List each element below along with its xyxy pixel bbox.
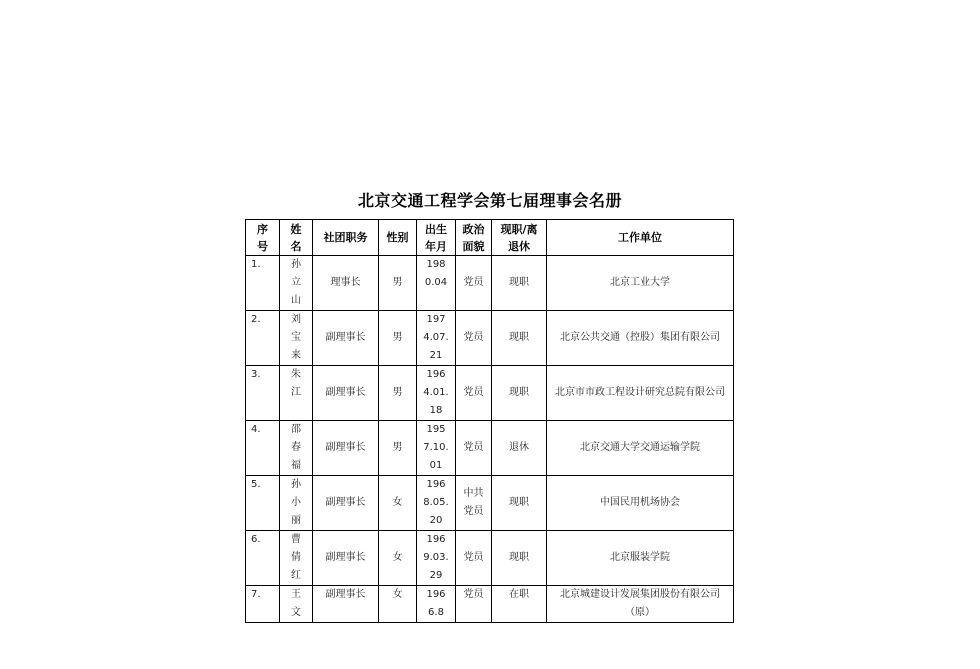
cell-unit: 中国民用机场协会 — [547, 476, 734, 531]
cell-name: 朱江 — [280, 366, 313, 421]
cell-political: 党员 — [456, 311, 492, 366]
cell-no: 6. — [246, 531, 280, 586]
cell-no: 2. — [246, 311, 280, 366]
cell-political: 党员 — [456, 586, 492, 623]
header-row — [246, 220, 734, 256]
table-row — [246, 586, 734, 623]
cell-birth: 1968.05.20 — [417, 476, 456, 531]
cell-political: 党员 — [456, 366, 492, 421]
cell-no: 4. — [246, 421, 280, 476]
cell-status: 现职 — [492, 366, 547, 421]
cell-no: 3. — [246, 366, 280, 421]
cell-name: 王文 — [280, 586, 313, 623]
cell-status: 现职 — [492, 256, 547, 311]
cell-status: 现职 — [492, 531, 547, 586]
table-row — [246, 476, 734, 531]
cell-political: 党员 — [456, 421, 492, 476]
cell-name: 孙立山 — [280, 256, 313, 311]
table-row — [246, 366, 734, 421]
cell-unit: 北京工业大学 — [547, 256, 734, 311]
cell-gender: 男 — [379, 421, 417, 476]
cell-role: 副理事长 — [313, 531, 379, 586]
cell-birth: 1980.04 — [417, 256, 456, 311]
header-unit: 工作单位 — [547, 220, 734, 256]
table-row — [246, 311, 734, 366]
cell-name: 曹倩红 — [280, 531, 313, 586]
cell-no: 1. — [246, 256, 280, 311]
cell-role: 副理事长 — [313, 366, 379, 421]
cell-unit: 北京服装学院 — [547, 531, 734, 586]
cell-unit: 北京城建设计发展集团股份有限公司（原） — [547, 586, 734, 623]
cell-name: 刘宝来 — [280, 311, 313, 366]
cell-gender: 女 — [379, 531, 417, 586]
cell-gender: 男 — [379, 256, 417, 311]
cell-political: 党员 — [456, 256, 492, 311]
page-title: 北京交通工程学会第七届理事会名册 — [357, 191, 622, 210]
header-role: 社团职务 — [313, 220, 379, 256]
header-name: 姓名 — [280, 220, 313, 256]
cell-role: 理事长 — [313, 256, 379, 311]
header-gender: 性别 — [379, 220, 417, 256]
cell-status: 退休 — [492, 421, 547, 476]
cell-unit: 北京市市政工程设计研究总院有限公司 — [547, 366, 734, 421]
cell-birth: 1969.03.29 — [417, 531, 456, 586]
cell-status: 现职 — [492, 311, 547, 366]
cell-gender: 女 — [379, 586, 417, 623]
cell-unit: 北京交通大学交通运输学院 — [547, 421, 734, 476]
cell-status: 现职 — [492, 476, 547, 531]
cell-birth: 1966.8 — [417, 586, 456, 623]
cell-no: 5. — [246, 476, 280, 531]
header-status: 现职/离退休 — [492, 220, 547, 256]
cell-role: 副理事长 — [313, 311, 379, 366]
cell-political: 党员 — [456, 531, 492, 586]
cell-name: 邵春福 — [280, 421, 313, 476]
cell-unit: 北京公共交通（控股）集团有限公司 — [547, 311, 734, 366]
cell-gender: 男 — [379, 366, 417, 421]
cell-role: 副理事长 — [313, 476, 379, 531]
cell-political: 中共党员 — [456, 476, 492, 531]
cell-role: 副理事长 — [313, 421, 379, 476]
header-political: 政治面貌 — [456, 220, 492, 256]
cell-gender: 女 — [379, 476, 417, 531]
cell-status: 在职 — [492, 586, 547, 623]
table-row — [246, 531, 734, 586]
cell-role: 副理事长 — [313, 586, 379, 623]
roster-table — [245, 219, 734, 623]
cell-birth: 1964.01.18 — [417, 366, 456, 421]
table-row — [246, 256, 734, 311]
cell-gender: 男 — [379, 311, 417, 366]
cell-birth: 1957.10.01 — [417, 421, 456, 476]
cell-no: 7. — [246, 586, 280, 623]
table-row — [246, 421, 734, 476]
header-birth: 出生年月 — [417, 220, 456, 256]
header-no: 序号 — [246, 220, 280, 256]
cell-name: 孙小丽 — [280, 476, 313, 531]
cell-birth: 1974.07.21 — [417, 311, 456, 366]
